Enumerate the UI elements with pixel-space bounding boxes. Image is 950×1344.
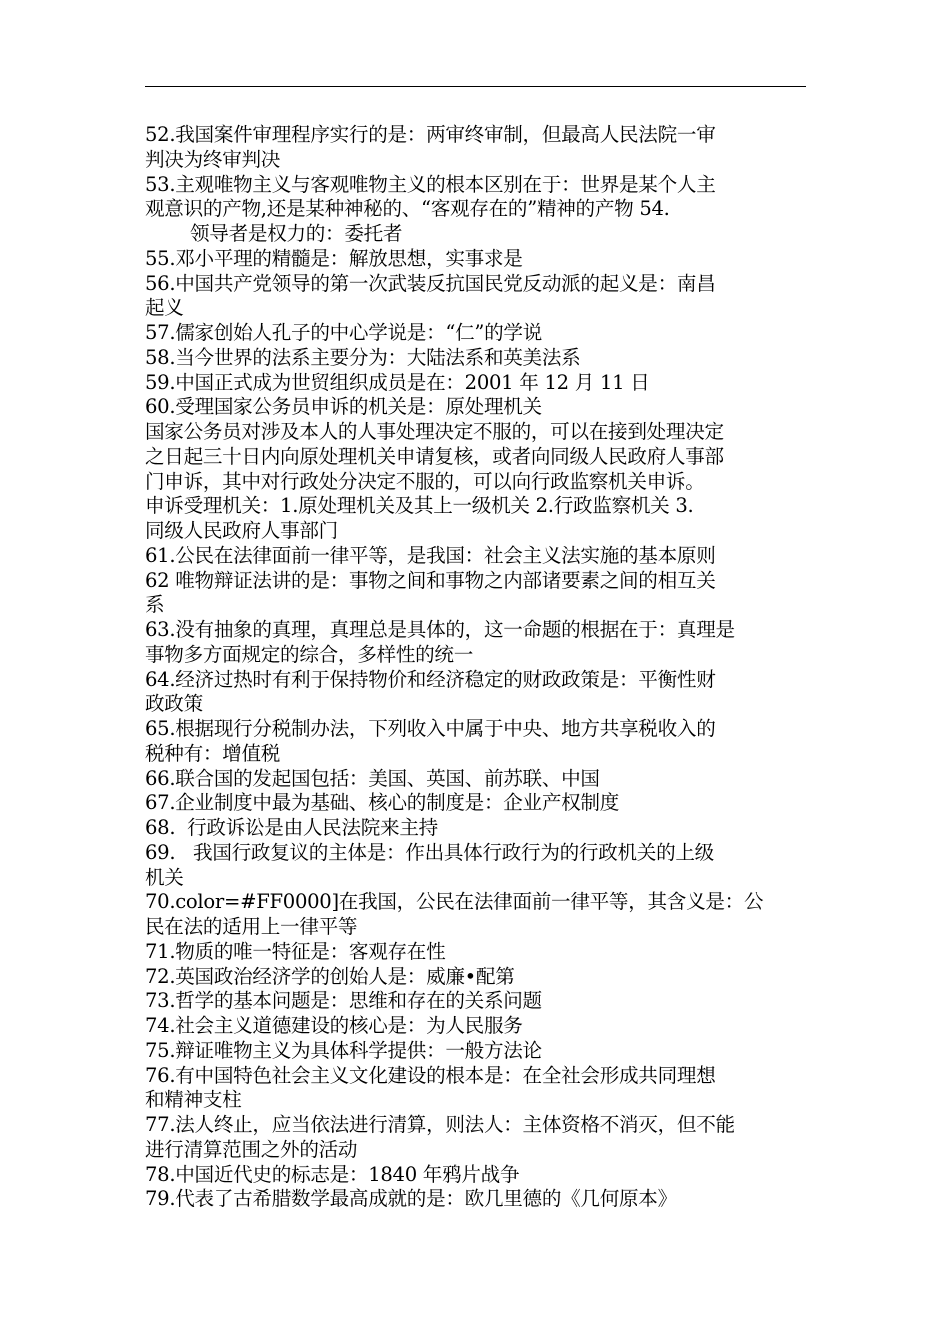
text-line: 63.没有抽象的真理，真理总是具体的，这一命题的根据在于：真理是 (145, 618, 735, 641)
text-line: 进行清算范围之外的活动 (145, 1137, 358, 1161)
text-line: 65.根据现行分税制办法，下列收入中属于中央、地方共享税收入的 (145, 717, 716, 740)
text-line: 领导者是权力的：委托者 (190, 222, 403, 245)
text-line: 59.中国正式成为世贸组织成员是在：2001 年 12 月 11 日 (145, 370, 650, 394)
text-line: 76.有中国特色社会主义文化建设的根本是：在全社会形成共同理想 (145, 1063, 716, 1087)
text-line: 72.英国政治经济学的创始人是：威廉•配第 (145, 964, 515, 988)
text-line: 门申诉，其中对行政处分决定不服的，可以向行政监察机关申诉。 (145, 469, 705, 493)
text-line: 79.代表了古希腊数学最高成就的是：欧几里德的《几何原本》 (145, 1187, 677, 1211)
text-line: 观意识的产物,还是某种神秘的、“客观存在的”精神的产物 54. (145, 197, 670, 221)
document-body (145, 123, 813, 1212)
text-line: 77.法人终止，应当依法进行清算，则法人：主体资格不消灭，但不能 (145, 1113, 735, 1136)
text-line: 申诉受理机关：1.原处理机关及其上一级机关 2.行政监察机关 3. (145, 494, 694, 518)
text-line: 民在法的适用上一律平等 (145, 915, 358, 938)
text-line: 70.color=#FF0000]在我国，公民在法律面前一律平等，其含义是：公 (145, 890, 764, 914)
text-line: 78.中国近代史的标志是：1840 年鸦片战争 (145, 1162, 520, 1186)
text-line: 67.企业制度中最为基础、核心的制度是：企业产权制度 (145, 791, 620, 815)
text-line: 66.联合国的发起国包括：美国、英国、前苏联、中国 (145, 766, 600, 790)
text-line: 判决为终审判决 (145, 147, 281, 171)
text-line: 53.主观唯物主义与客观唯物主义的根本区别在于：世界是某个人主 (145, 172, 716, 196)
text-line: 和精神支柱 (145, 1088, 242, 1112)
text-line: 73.哲学的基本问题是：思维和存在的关系问题 (145, 989, 542, 1013)
text-line: 国家公务员对涉及本人的人事处理决定不服的，可以在接到处理决定 (145, 420, 724, 443)
text-line: 52.我国案件审理程序实行的是：两审终审制，但最高人民法院一审 (145, 123, 716, 146)
text-line: 71.物质的唯一特征是：客观存在性 (145, 939, 446, 963)
text-line: 64.经济过热时有利于保持物价和经济稳定的财政政策是：平衡性财 (145, 667, 716, 691)
text-line: 57.儒家创始人孔子的中心学说是：“仁”的学说 (145, 321, 542, 344)
header-divider (145, 86, 806, 87)
text-line: 系 (145, 593, 165, 617)
text-line: 事物多方面规定的综合，多样性的统一 (145, 642, 473, 666)
text-line: 69. 我国行政复议的主体是：作出具体行政行为的行政机关的上级 (145, 840, 714, 864)
text-line: 61.公民在法律面前一律平等，是我国：社会主义法实施的基本原则 (145, 543, 716, 567)
text-line: 56.中国共产党领导的第一次武装反抗国民党反动派的起义是：南昌 (145, 271, 716, 295)
text-line: 起义 (145, 296, 184, 320)
text-line: 之日起三十日内向原处理机关申请复核，或者向同级人民政府人事部 (145, 444, 724, 468)
text-line: 62 唯物辩证法讲的是：事物之间和事物之内部诸要素之间的相互关 (145, 568, 716, 592)
text-line: 75.辩证唯物主义为具体科学提供：一般方法论 (145, 1038, 542, 1062)
text-line: 55.邓小平理的精髓是：解放思想，实事求是 (145, 246, 523, 270)
text-line: 58.当今世界的法系主要分为：大陆法系和英美法系 (145, 345, 581, 369)
text-line: 68. 行政诉讼是由人民法院来主持 (145, 816, 438, 839)
text-line: 机关 (145, 865, 184, 889)
text-line: 税种有：增值税 (145, 741, 281, 765)
text-line: 政政策 (145, 692, 203, 716)
text-line: 60.受理国家公务员申诉的机关是：原处理机关 (145, 395, 542, 419)
text-line: 74.社会主义道德建设的核心是：为人民服务 (145, 1014, 523, 1037)
text-line: 同级人民政府人事部门 (145, 519, 338, 542)
